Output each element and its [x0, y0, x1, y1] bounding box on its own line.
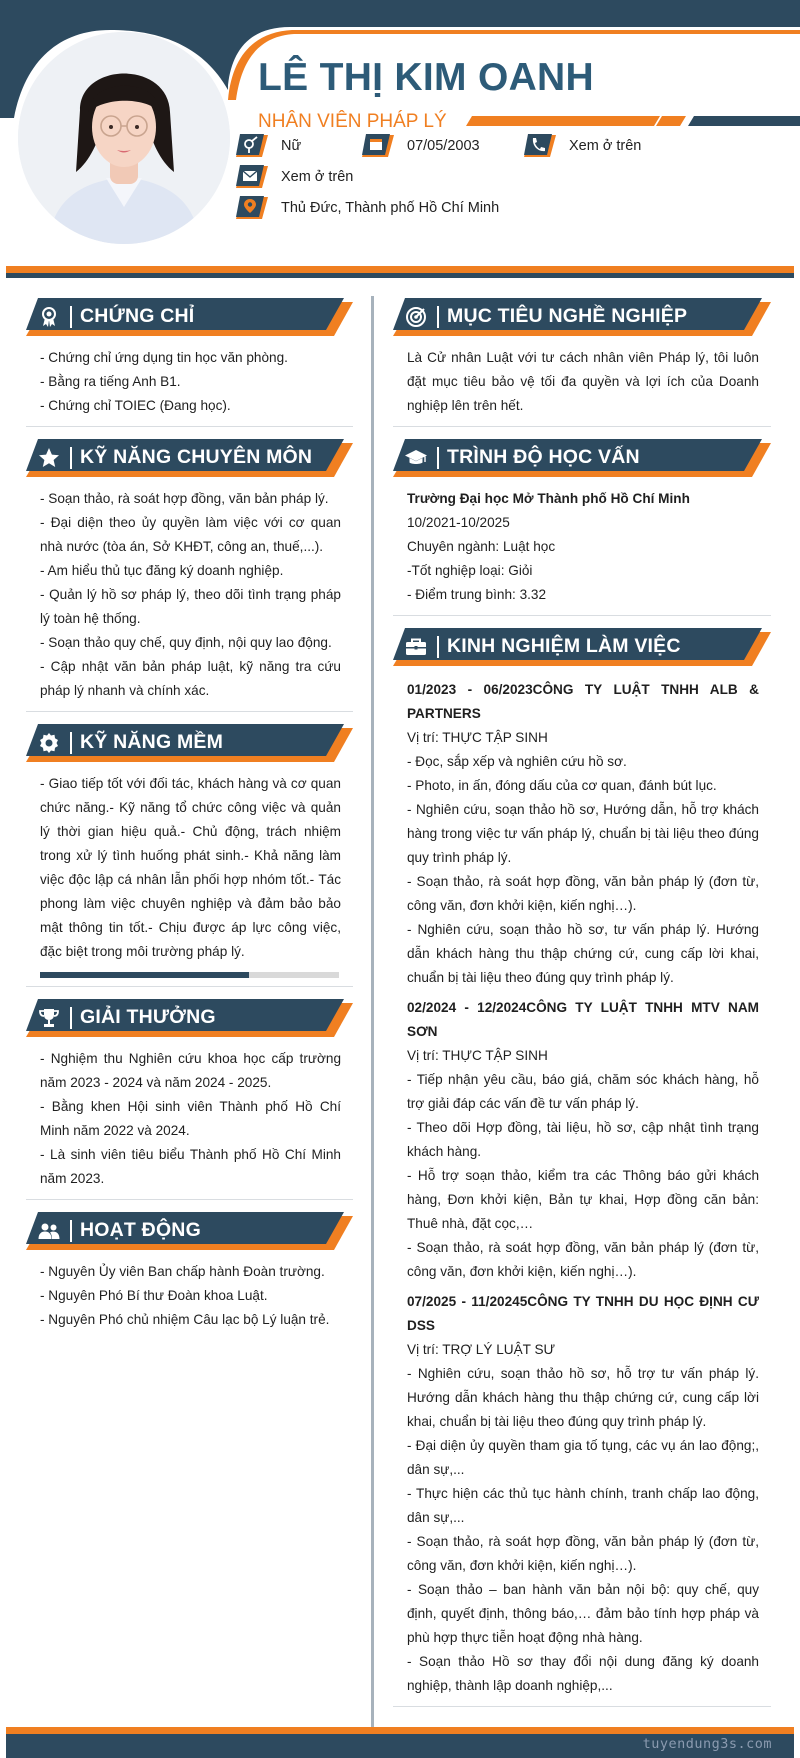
- certificates-list: [26, 346, 353, 418]
- list-item: - Chứng chỉ TOIEC (Đang học).: [40, 398, 231, 413]
- job-task: - Nghiên cứu, soạn thảo hồ sơ, hỗ trợ tư vấn pháp lý. Hướng dẫn khách hàng thu thập chứng cứ, cung cấp lời khai, chuẩn bị tài liệu theo đúng quy trình pháp lý.: [407, 1366, 759, 1429]
- info-address: [236, 196, 499, 220]
- job-task: - Nghiên cứu, soạn thảo hồ sơ, Hướng dẫn, hỗ trợ khách hàng trong việc tư vấn pháp lý, chuẩn bị tài liệu theo đúng quy trình pháp lý.: [407, 802, 759, 865]
- list-item: - Bằng khen Hội sinh viên Thành phố Hồ Chí Minh năm 2022 và 2024.: [40, 1099, 341, 1138]
- header-divider-navy: [6, 273, 794, 278]
- list-item: - Nghiệm thu Nghiên cứu khoa học cấp trường năm 2023 - 2024 và năm 2024 - 2025.: [40, 1051, 341, 1090]
- job-task: - Soạn thảo, rà soát hợp đồng, văn bản pháp lý (đơn từ, công văn, đơn khởi kiện, kiến nghị…).: [407, 1534, 759, 1573]
- briefcase-icon: [404, 635, 428, 659]
- star-icon: [37, 446, 61, 470]
- birthday-value: 07/05/2003: [407, 138, 480, 154]
- soft-skills-text: [26, 772, 353, 964]
- envelope-icon: [236, 165, 268, 189]
- gpa: - Điểm trung bình: 3.32: [407, 587, 547, 602]
- certificate-icon: [37, 305, 61, 329]
- job-role: Vị trí: TRỢ LÝ LUẬT SƯ: [407, 1342, 556, 1357]
- info-gender: [236, 134, 301, 158]
- info-email: [236, 165, 353, 189]
- list-item: - Nguyên Phó chủ nhiệm Câu lạc bộ Lý luận trẻ.: [40, 1312, 330, 1327]
- candidate-name: LÊ THỊ KIM OANH: [258, 56, 594, 99]
- job-heading: 07/2025 - 11/20245CÔNG TY TNHH DU HỌC ĐỊNH CƯ DSS: [407, 1294, 759, 1333]
- gender-icon: [236, 134, 268, 158]
- awards-list: [26, 1047, 353, 1191]
- list-item: - Quản lý hồ sơ pháp lý, theo dõi tình trạng pháp lý toàn hệ thống.: [40, 587, 341, 626]
- section-header-education: [393, 439, 771, 477]
- job-task: - Tiếp nhận yêu cầu, báo giá, chăm sóc khách hàng, hỗ trợ giải đáp các vấn đề tư vấn pháp lý.: [407, 1072, 759, 1111]
- list-item: - Soạn thảo quy chế, quy định, nội quy lao động.: [40, 635, 332, 650]
- email-value: Xem ở trên: [281, 169, 354, 185]
- job-task: - Đọc, sắp xếp và nghiên cứu hồ sơ.: [407, 754, 627, 769]
- career-objective-text: [393, 346, 771, 418]
- list-item: - Nguyên Ủy viên Ban chấp hành Đoàn trường.: [40, 1264, 325, 1279]
- address-value: Thủ Đức, Thành phố Hồ Chí Minh: [281, 200, 500, 216]
- section-title-education: TRÌNH ĐỘ HỌC VẤN: [447, 446, 640, 468]
- job-task: - Soạn thảo Hồ sơ thay đổi nội dung đăng ký doanh nghiệp, thành lập doanh nghiệp,...: [407, 1654, 759, 1693]
- list-item: - Nguyên Phó Bí thư Đoàn khoa Luật.: [40, 1288, 268, 1303]
- trophy-icon: [37, 1006, 61, 1030]
- list-item: - Soạn thảo, rà soát hợp đồng, văn bản pháp lý.: [40, 491, 329, 506]
- list-item: - Bằng ra tiếng Anh B1.: [40, 374, 181, 389]
- info-birthday: [362, 134, 480, 158]
- section-header-awards: [26, 999, 353, 1037]
- list-item: - Cập nhật văn bản pháp luật, kỹ năng tra cứu pháp lý nhanh và chính xác.: [40, 659, 341, 698]
- soft-skills-level-fill: [40, 972, 249, 978]
- list-item: - Là sinh viên tiêu biểu Thành phố Hồ Chí Minh năm 2023.: [40, 1147, 341, 1186]
- job-task: - Soạn thảo, rà soát hợp đồng, văn bản pháp lý (đơn từ, công văn, đơn khởi kiện, kiến nghị…).: [407, 1240, 759, 1279]
- people-icon: [37, 1219, 61, 1243]
- major: Chuyên ngành: Luật học: [407, 539, 556, 554]
- section-title-career-objective: MỤC TIÊU NGHỀ NGHIỆP: [447, 305, 688, 327]
- section-header-activities: [26, 1212, 353, 1250]
- job-heading: 01/2023 - 06/2023CÔNG TY LUẬT TNHH ALB & PARTNERS: [407, 682, 759, 721]
- calendar-icon: [362, 134, 394, 158]
- section-title-certificates: CHỨNG CHỈ: [80, 305, 195, 327]
- job-position: NHÂN VIÊN PHÁP LÝ: [258, 111, 447, 132]
- school-name: Trường Đại học Mở Thành phố Hồ Chí Minh: [407, 491, 690, 506]
- footer-line-orange: [6, 1727, 794, 1734]
- job-task: - Photo, in ấn, đóng dấu của cơ quan, đánh bút lục.: [407, 778, 717, 793]
- job-task: - Thực hiện các thủ tục hành chính, tranh chấp lao động, dân sự,...: [407, 1486, 759, 1525]
- column-divider: [371, 296, 374, 1731]
- job-task: - Hỗ trợ soạn thảo, kiểm tra các Thông báo gửi khách hàng, Đơn khởi kiện, Bản tự khai, Hợp đồng căn bản: Thuê nhà, đặt cọc,…: [407, 1168, 759, 1231]
- section-header-career-objective: [393, 298, 771, 336]
- gender-value: Nữ: [281, 138, 302, 154]
- section-title-awards: GIẢI THƯỞNG: [80, 1006, 216, 1028]
- gear-icon: [37, 731, 61, 755]
- section-title-experience: KINH NGHIỆM LÀM VIỆC: [447, 635, 681, 657]
- activities-list: [26, 1260, 353, 1332]
- info-phone: [524, 134, 641, 158]
- job-task: - Soạn thảo – ban hành văn bản nội bộ: quy chế, quy định, quyết định, thông báo,… đảm bảo tính hợp pháp và phù hợp thực tiễn hoạt động nhà hàng.: [407, 1582, 759, 1645]
- list-item: - Chứng chỉ ứng dụng tin học văn phòng.: [40, 350, 288, 365]
- header-divider-orange: [6, 266, 794, 273]
- job-task: - Theo dõi Hợp đồng, tài liệu, hồ sơ, cập nhật tình trạng khách hàng.: [407, 1120, 759, 1159]
- graduation-cap-icon: [404, 446, 428, 470]
- profile-photo: [18, 32, 230, 244]
- professional-skills-list: [26, 487, 353, 703]
- graduation-grade: -Tốt nghiệp loại: Giỏi: [407, 563, 533, 578]
- job-heading: 02/2024 - 12/2024CÔNG TY LUẬT TNHH MTV NAM SƠN: [407, 1000, 759, 1039]
- phone-icon: [524, 134, 556, 158]
- target-icon: [404, 305, 428, 329]
- job-task: - Soạn thảo, rà soát hợp đồng, văn bản pháp lý (đơn từ, công văn, đơn khởi kiện, kiến nghị…).: [407, 874, 759, 913]
- job-task: - Đại diện ủy quyền tham gia tố tụng, các vụ án lao động;, dân sự,...: [407, 1438, 759, 1477]
- soft-skills-level-bar: [40, 972, 339, 978]
- section-header-soft-skills: [26, 724, 353, 762]
- section-title-soft-skills: KỸ NĂNG MỀM: [80, 731, 224, 753]
- watermark: tuyendung3s.com: [642, 1736, 772, 1752]
- education-details: [393, 487, 771, 607]
- section-header-certificates: [26, 298, 353, 336]
- job-task: - Nghiên cứu, soạn thảo hồ sơ, tư vấn pháp lý. Hướng dẫn khách hàng thu thập chứng cứ, cung cấp lời khai, chuẩn bị tài liệu theo đúng quy trình pháp lý.: [407, 922, 759, 985]
- location-pin-icon: [236, 196, 268, 220]
- section-title-activities: HOẠT ĐỘNG: [80, 1219, 201, 1241]
- list-item: - Đại diện theo ủy quyền làm việc với cơ quan nhà nước (tòa án, Sở KHĐT, công an, thuế,...).: [40, 515, 341, 554]
- job-role: Vị trí: THỰC TẬP SINH: [407, 1048, 548, 1063]
- soft-skills-paragraph: - Giao tiếp tốt với đối tác, khách hàng và cơ quan chức năng.- Kỹ năng tổ chức công việc và quản lý thời gian hiệu quả.- Chủ động, trách nhiệm trong xử lý tình huống phát sinh.- Khả năng làm việc độc lập cá nhân lẫn phối hợp nhóm tốt.- Tác phong làm việc chuyên nghiệp và đảm bảo bảo mật thông tin tốt.- Chịu được áp lực công việc, đặc biệt trong môi trường pháp lý.: [40, 776, 341, 959]
- section-title-professional-skills: KỸ NĂNG CHUYÊN MÔN: [80, 446, 313, 468]
- career-objective-paragraph: Là Cử nhân Luật với tư cách nhân viên Pháp lý, tôi luôn đặt mục tiêu bảo vệ tối đa quyền và lợi ích của Doanh nghiệp lên trên hết.: [407, 350, 759, 413]
- phone-value: Xem ở trên: [569, 138, 642, 154]
- section-header-professional-skills: [26, 439, 353, 477]
- experience-list: [393, 676, 771, 1698]
- right-column: [393, 298, 771, 1719]
- list-item: - Am hiểu thủ tục đăng ký doanh nghiệp.: [40, 563, 284, 578]
- study-period: 10/2021-10/2025: [407, 515, 510, 530]
- job-role: Vị trí: THỰC TẬP SINH: [407, 730, 548, 745]
- left-column: [26, 298, 353, 1332]
- section-header-experience: [393, 628, 771, 666]
- cv-header: [0, 0, 800, 270]
